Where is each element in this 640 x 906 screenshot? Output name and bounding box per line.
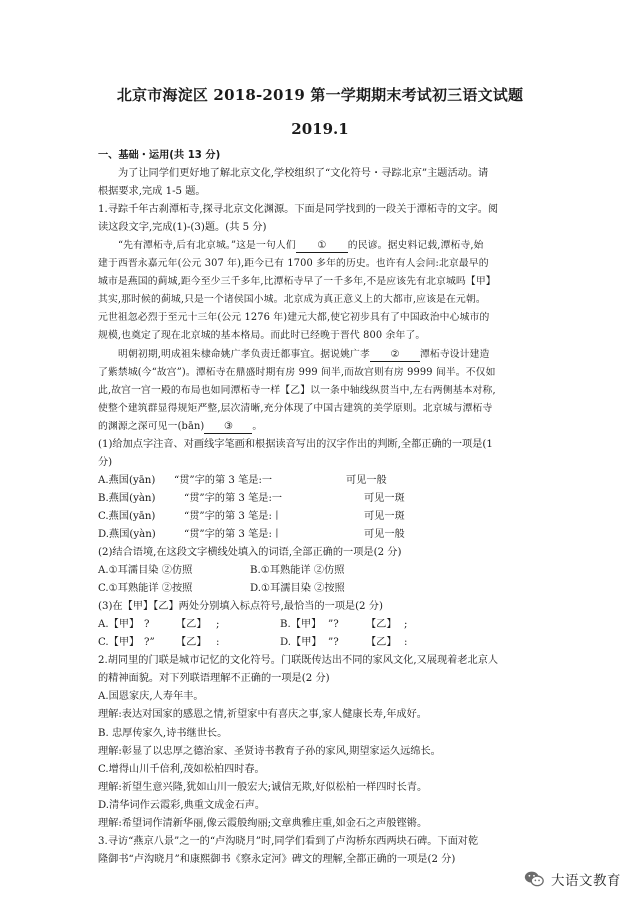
blank-2: ②	[370, 348, 420, 362]
passage-line: 此,故宫一宫一殿的布局也如同潭柘寺一样【乙】以一条中轴线纵贯当中,左右两侧基本对称,	[98, 384, 496, 396]
exam-content	[98, 147, 528, 869]
subquestion-3: (3)在【甲】【乙】两处分别填入标点符号,最恰当的一项是(2 分)	[98, 601, 383, 613]
blank-3: ③	[204, 420, 252, 434]
passage-line: 建于西晋永嘉元年(公元 307 年),距今已有 1700 多年的历史。也许有人会问:北京最早的	[98, 258, 489, 270]
option-row: C.【甲】 ?” 【乙】 : D.【甲】 ”? 【乙】 :	[98, 637, 408, 649]
question-3-line: 隆御书“卢沟晓月”和康熙御书《察永定河》碑文的理解,全都正确的一项是(2 分)	[98, 853, 456, 865]
exam-date: 2019.1	[291, 120, 349, 138]
passage-line: 的渊源之深可见一(bān) ③ 。	[98, 420, 263, 432]
option-row: C.①耳熟能详 ②按照 D.①耳濡目染 ②按照	[98, 583, 345, 595]
option-row: C.燕国(yān) “贯”字的第 3 笔是:丨 可见一斑	[98, 510, 405, 522]
option-row: B.燕国(yàn) “贯”字的第 3 笔是:一 可见一斑	[98, 492, 405, 504]
passage-line: “先有潭柘寺,后有北京城。”这是一句人们 ① 的民谚。据史料记载,潭柘寺,始	[118, 240, 484, 252]
couplet-explanation: 理解:希望词作清新华丽,像云霞般绚丽;文章典雅庄重,如金石之声般铿锵。	[98, 817, 428, 829]
passage-line: 规模,也奠定了现在北京城的基本格局。而此时已经晚于晋代 800 余年了。	[98, 330, 426, 342]
passage-line: 元世祖忽必烈于至元十三年(公元 1276 年)建元大都,使它初步具有了中国政治中心城市的	[98, 312, 490, 324]
watermark	[523, 866, 633, 892]
passage-line: 城市是燕国的蓟城,距今至少三千多年,比潭柘寺早了一千多年,不是应该先有北京城吗【甲】	[98, 276, 496, 288]
subquestion-1: (1)给加点字注音、对画线字笔画和根据读音写出的汉字作出的判断,全都正确的一项是(1	[98, 438, 493, 450]
passage-line: 其实,那时候的蓟城,只是一个诸侯国小城。北京成为真正意义上的大都市,应该是在元朝。	[98, 294, 486, 306]
couplet-explanation: 理解:表达对国家的感恩之情,祈望家中有喜庆之事,家人健康长寿,年成好。	[98, 709, 427, 721]
subquestion-2: (2)结合语境,在这段文字横线处填入的词语,全部正确的一项是(2 分)	[98, 547, 402, 559]
watermark-text: 大语文教育	[551, 873, 621, 889]
option-row: A.①耳濡目染 ②仿照 B.①耳熟能详 ②仿照	[98, 565, 345, 577]
couplet-explanation: 理解:祈望生意兴隆,犹如山川一般宏大;诚信无欺,好似松柏一样四时长青。	[98, 781, 428, 793]
blank-1: ①	[296, 239, 348, 253]
intro-line: 根据要求,完成 1-5 题。	[98, 186, 206, 198]
passage-line: 了紫禁城(今“故宫”)。潭柘寺在鼎盛时期有房 999 间半,而故宫则有房 9999 间半。不仅如	[98, 366, 496, 378]
couplet-option: B. 忠厚传家久,诗书继世长。	[98, 727, 228, 739]
couplet-explanation: 理解:彰显了以忠厚之德治家、圣贤诗书教育子孙的家风,期望家运久远绵长。	[98, 745, 441, 757]
couplet-option: C.增得山川千倍利,茂如松柏四时春。	[98, 763, 265, 775]
page-title: 北京市海淀区 2018-2019 第一学期期末考试初三语文试题	[116, 86, 524, 104]
intro-line: 为了让同学们更好地了解北京文化,学校组织了“文化符号・寻踪北京”主题活动。请	[118, 168, 489, 180]
couplet-option: A.国恩家庆,人寿年丰。	[98, 691, 204, 703]
option-row: A.【甲】 ? 【乙】 ; B.【甲】 ”? 【乙】 ;	[98, 619, 408, 631]
wechat-icon	[523, 868, 545, 890]
passage-line: 明朝初期,明成祖朱棣命姚广孝负责迁都事宜。据说姚广孝 ② 潭柘寺设计建造	[118, 348, 490, 360]
question-1-line: 1.寻踪千年古刹潭柘寺,探寻北京文化渊源。下面是同学找到的一段关于潭柘寺的文字。阅	[98, 204, 499, 216]
couplet-option: D.清华词作云霞彩,典重文成金石声。	[98, 799, 266, 811]
option-row: A.燕国(yān) “贯”字的第 3 笔是:一 可见一般	[98, 474, 387, 486]
section-heading: 一、基础・运用(共 13 分)	[98, 150, 221, 161]
passage-line: 使整个建筑群显得规矩严整,层次清晰,充分体现了中国古建筑的美学原则。北京城与潭柘寺	[98, 402, 493, 414]
option-row: D.燕国(yàn) “贯”字的第 3 笔是:丨 可见一般	[98, 528, 405, 540]
question-2-line: 的精神面貌。对下列联语理解不正确的一项是(2 分)	[98, 673, 330, 685]
question-1-line: 读这段文字,完成(1)-(3)题。(共 5 分)	[98, 222, 267, 234]
subquestion-1: 分)	[98, 456, 113, 468]
question-3-line: 3.寻访“燕京八景”之一的“卢沟晓月”时,同学们看到了卢沟桥东西两块石碑。下面对乾	[98, 835, 479, 847]
question-2-line: 2.胡同里的门联是城市记忆的文化符号。门联既传达出不同的家风文化,又展现着老北京人	[98, 655, 499, 667]
